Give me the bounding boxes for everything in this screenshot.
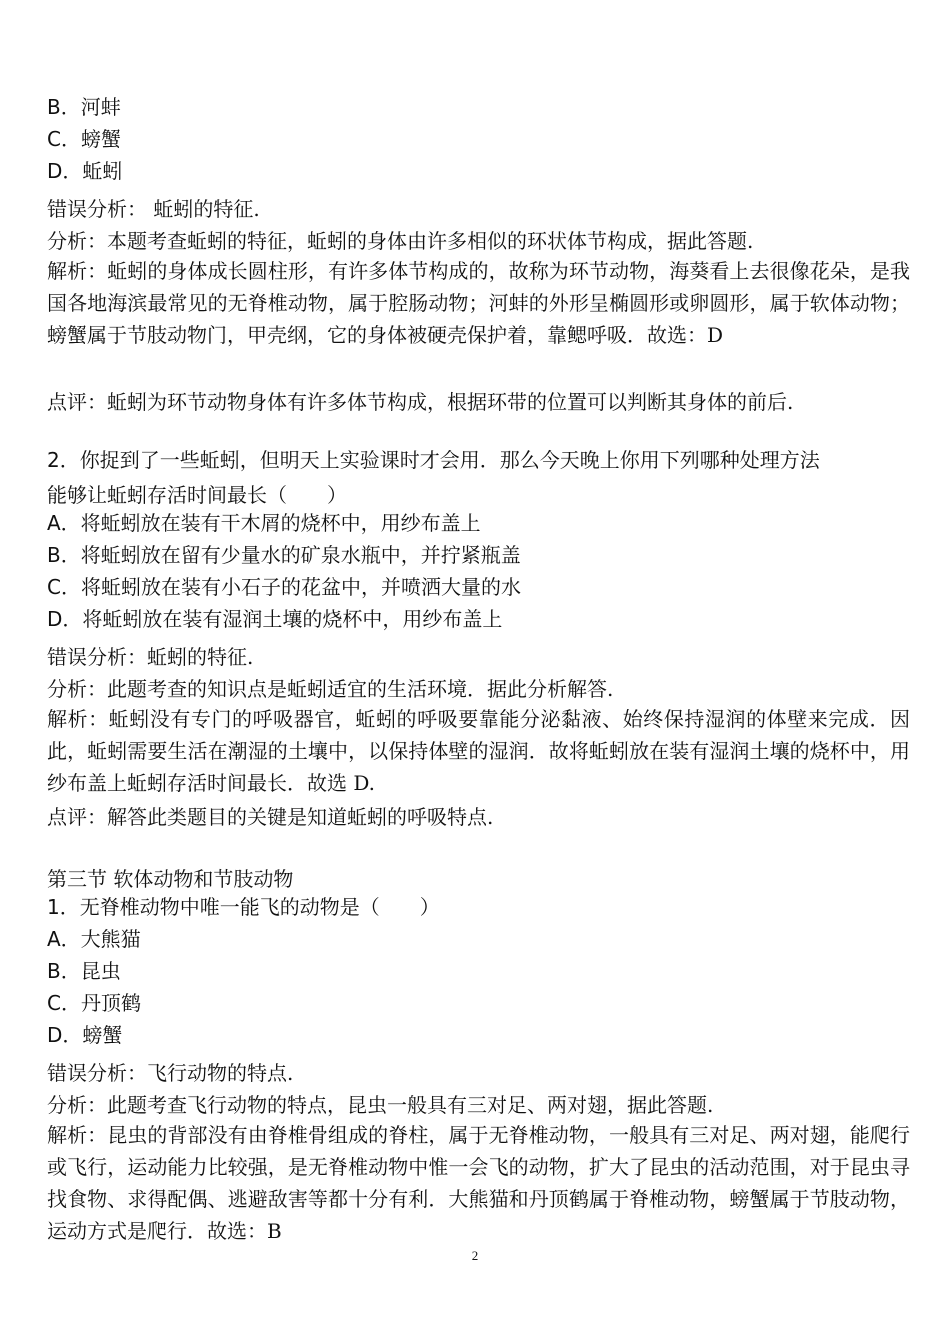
q1-explanation: 解析：蚯蚓的身体成长圆柱形，有许多体节构成的，故称为环节动物，海葵看上去很像花朵，是我国各地海滨最常见的无脊椎动物，属于腔肠动物；河蚌的外形呈椭圆形或卵圆形，属于软体动物；螃蟹属于节肢动物门，甲壳纲，它的身体被硬壳保护着，靠鳃呼吸．故选：D — [47, 259, 910, 347]
q2-option-a: A．将蚯蚓放在装有干木屑的烧杯中，用纱布盖上 — [47, 511, 481, 535]
s3-q1-option-a: A．大熊猫 — [47, 927, 141, 951]
s3-q1-explanation: 解析：昆虫的背部没有由脊椎骨组成的脊柱，属于无脊椎动物，一般具有三对足、两对翅，能爬行或飞行，运动能力比较强，是无脊椎动物中惟一会飞的动物，扩大了昆虫的活动范围，对于昆虫寻找食物、求得配偶、逃避敌害等都十分有利．大熊猫和丹顶鹤属于脊椎动物，螃蟹属于节肢动物，运动方式是爬行．故选：B — [47, 1123, 910, 1243]
section-heading: 第三节 软体动物和节肢动物 — [47, 867, 294, 891]
q2-stem-line2: 能够让蚯蚓存活时间最长（ ） — [47, 483, 347, 507]
q2-option-d: D．将蚯蚓放在装有湿润土壤的烧杯中，用纱布盖上 — [47, 607, 503, 631]
q1-option-c: C．螃蟹 — [47, 127, 121, 151]
s3-q1-option-b: B．昆虫 — [47, 959, 121, 983]
q1-option-b: B．河蚌 — [47, 95, 121, 119]
q2-option-b: B．将蚯蚓放在留有少量水的矿泉水瓶中，并拧紧瓶盖 — [47, 543, 521, 567]
s3-q1-option-c: C．丹顶鹤 — [47, 991, 141, 1015]
q1-error-analysis: 错误分析： 蚯蚓的特征. — [47, 197, 260, 221]
q1-comment: 点评：蚯蚓为环节动物身体有许多体节构成，根据环带的位置可以判断其身体的前后. — [47, 390, 794, 414]
s3-q1-stem: 1．无脊椎动物中唯一能飞的动物是（ ） — [47, 895, 440, 919]
q2-error-analysis: 错误分析：蚯蚓的特征. — [47, 645, 254, 669]
page-number: 2 — [471, 1248, 479, 1263]
q1-analysis: 分析：本题考查蚯蚓的特征，蚯蚓的身体由许多相似的环状体节构成，据此答题. — [47, 229, 754, 253]
q2-explanation: 解析：蚯蚓没有专门的呼吸器官，蚯蚓的呼吸要靠能分泌黏液、始终保持湿润的体壁来完成．因此，蚯蚓需要生活在潮湿的土壤中，以保持体壁的湿润．故将蚯蚓放在装有湿润土壤的烧杯中，用纱布盖上蚯蚓存活时间最长．故选 D. — [47, 707, 910, 795]
q2-option-c: C．将蚯蚓放在装有小石子的花盆中，并喷洒大量的水 — [47, 575, 521, 599]
q2-analysis: 分析：此题考查的知识点是蚯蚓适宜的生活环境．据此分析解答. — [47, 677, 614, 701]
q2-comment: 点评：解答此类题目的关键是知道蚯蚓的呼吸特点. — [47, 805, 494, 829]
s3-q1-option-d: D．螃蟹 — [47, 1023, 123, 1047]
q2-stem-line1: 2．你捉到了一些蚯蚓，但明天上实验课时才会用．那么今天晚上你用下列哪种处理方法 — [47, 448, 820, 472]
q1-option-d: D．蚯蚓 — [47, 159, 123, 183]
s3-q1-analysis: 分析：此题考查飞行动物的特点，昆虫一般具有三对足、两对翅，据此答题. — [47, 1093, 714, 1117]
s3-q1-error-analysis: 错误分析：飞行动物的特点. — [47, 1061, 294, 1085]
